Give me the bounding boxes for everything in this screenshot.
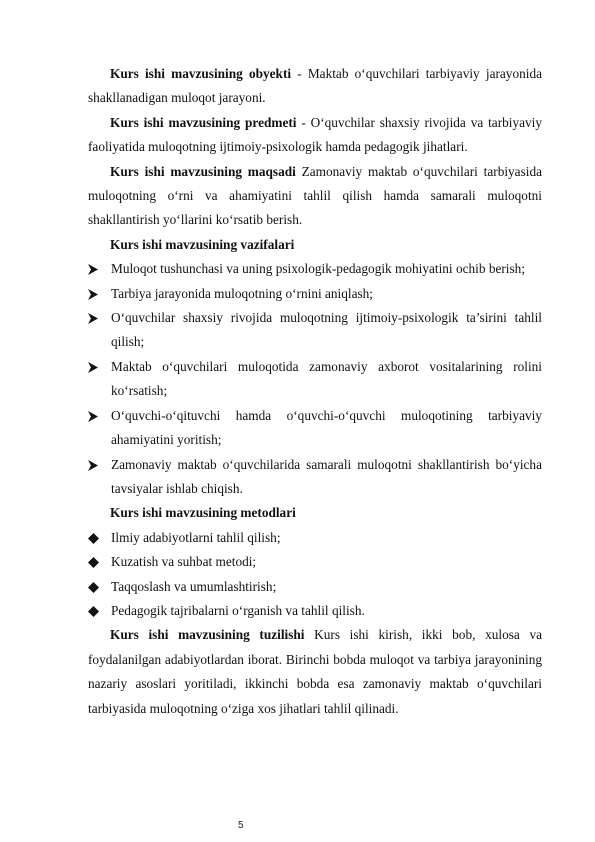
heading-tasks: Kurs ishi mavzusining vazifalari: [110, 236, 295, 252]
diamond-bullet-icon: [88, 599, 104, 617]
arrow-bullet-icon: [88, 404, 104, 422]
diamond-bullet-icon: [88, 575, 104, 593]
list-item: [88, 257, 542, 281]
text-subject: - O‘quvchilar shaxsiy rivojida va tarbiyaviy faoliyatida muloqotning ijtimoiy-psixologik hamda pedagogik jihatlari.: [88, 114, 543, 155]
method-text: Kuzatish va suhbat metodi;: [111, 554, 257, 570]
label-structure: Kurs ishi mavzusining tuzilishi: [110, 627, 305, 643]
text-goal: Zamonaviy maktab o‘quvchilari tarbiyasida muloqotning o‘rni va ahamiyatini tahlil qilish hamda samarali muloqotni shakllantirish yo‘llarini ko‘rsatib berish.: [88, 163, 543, 228]
task-text: O‘quvchi-o‘qituvchi hamda o‘quvchi-o‘quvchi muloqotining tarbiyaviy ahamiyatini yoritish;: [111, 407, 542, 448]
paragraph-subject: [88, 111, 542, 160]
list-item: [88, 355, 542, 404]
arrow-bullet-icon: [88, 355, 104, 373]
page-number: 5: [238, 820, 244, 831]
list-item: [88, 306, 542, 355]
text-structure: Kurs ishi kirish, ikki bob, xulosa va foydalanilgan adabiyotlardan iborat. Birinchi bobda muloqot va tarbiya jarayonining nazariy asoslari yoritiladi, ikkinchi bobda esa zamonaviy maktab o‘quvchilari tarbiyasida muloqotning o‘ziga xos jihatlari tahlil qilinadi.: [88, 627, 542, 716]
task-list: [88, 257, 542, 501]
label-subject: Kurs ishi mavzusining predmeti: [110, 114, 297, 130]
list-item: [88, 453, 542, 502]
list-item: [88, 404, 542, 453]
list-item: [88, 282, 542, 306]
paragraph-goal: [88, 160, 542, 233]
paragraph-structure: [88, 623, 542, 721]
task-text: O‘quvchilar shaxsiy rivojida muloqotning ijtimoiy-psixologik ta’sirini tahlil qilish;: [111, 310, 542, 350]
arrow-bullet-icon: [88, 257, 104, 275]
text-object: - Maktab o‘quvchilari tarbiyaviy jarayonida shakllanadigan muloqot jarayoni.: [88, 66, 542, 106]
list-item: [88, 550, 542, 574]
diamond-bullet-icon: [88, 550, 104, 568]
arrow-bullet-icon: [88, 282, 104, 300]
method-text: Ilmiy adabiyotlarni tahlil qilish;: [111, 529, 281, 545]
label-object: Kurs ishi mavzusining obyekti: [110, 66, 292, 81]
diamond-bullet-icon: [88, 526, 104, 544]
arrow-bullet-icon: [88, 306, 104, 324]
list-item: [88, 526, 542, 550]
list-item: [88, 599, 542, 623]
label-goal: Kurs ishi mavzusining maqsadi: [110, 163, 296, 179]
method-text: Taqqoslash va umumlashtirish;: [111, 578, 277, 594]
document-page: [88, 62, 542, 721]
task-text: Muloqot tushunchasi va uning psixologik-pedagogik mohiyatini ochib berish;: [111, 261, 526, 277]
list-item: [88, 575, 542, 599]
method-text: Pedagogik tajribalarni o‘rganish va tahlil qilish.: [111, 602, 365, 618]
paragraph-object: [88, 62, 542, 111]
method-list: [88, 526, 542, 624]
heading-methods: Kurs ishi mavzusining metodlari: [110, 505, 296, 521]
arrow-bullet-icon: [88, 453, 104, 471]
task-text: Maktab o‘quvchilari muloqotida zamonaviy axborot vositalarining rolini ko‘rsatish;: [111, 358, 542, 399]
task-text: Zamonaviy maktab o‘quvchilarida samarali muloqotni shakllantirish bo‘yicha tavsiyalar ishlab chiqish.: [111, 456, 542, 496]
task-text: Tarbiya jarayonida muloqotning o‘rnini aniqlash;: [111, 285, 373, 301]
